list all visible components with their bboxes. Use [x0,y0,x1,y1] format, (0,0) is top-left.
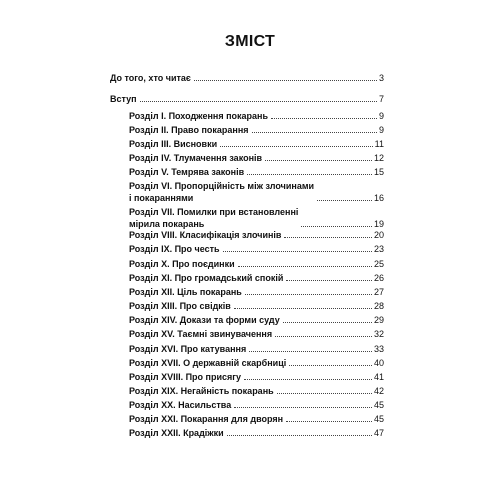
toc-entry-label: Розділ III. Висновки [129,139,218,149]
dot-leader [227,435,372,436]
dot-leader [252,132,377,133]
toc-entry-chapter-5 [129,166,384,178]
toc-entry-label: Розділ VIII. Класифікація злочинів [129,230,282,240]
dot-leader [317,200,372,201]
dot-leader [277,393,372,394]
dot-leader [271,118,377,119]
toc-entry-chapter-22 [129,427,384,439]
toc-entry-chapter-4 [129,152,384,164]
toc-entry-chapter-18 [129,371,384,383]
toc-entry-page-number: 16 [373,193,384,203]
page-title: ЗМІСТ [224,33,276,50]
toc-entry-chapter-12 [129,286,384,298]
toc-entry-chapter-6 [129,180,384,204]
dot-leader [289,365,372,366]
toc-entry-page-number: 27 [373,287,384,297]
toc-entry-page-number: 19 [373,219,384,229]
toc-entry-label: Розділ X. Про поєдинки [129,259,235,269]
toc-entry-page-number: 32 [373,329,384,339]
toc-entry-page-number: 15 [373,167,384,177]
toc-entry-page-number: 3 [378,73,384,83]
toc-entry-page-number: 45 [373,400,384,410]
toc-entry-page-number: 9 [378,125,384,135]
toc-entry-chapter-16 [129,343,384,355]
toc-entry-page-number: 25 [373,259,384,269]
toc-entry-page-number: 23 [373,244,384,254]
toc-entry-page-number: 45 [373,414,384,424]
toc-entry-page-number: 11 [374,139,384,149]
toc-entry-label: Розділ I. Походження покарань [129,111,268,121]
toc-entry-label: Розділ IX. Про честь [129,244,220,254]
dot-leader [249,351,372,352]
dot-leader [220,146,373,147]
toc-entry-page-number: 9 [378,111,384,121]
toc-entry-label: Розділ XII. Ціль покарань [129,287,242,297]
toc-entry-chapter-19 [129,385,384,397]
toc-entry-chapter-8 [129,229,384,241]
toc-entry-chapter-10 [129,258,384,270]
dot-leader [275,336,372,337]
dot-leader [284,237,372,238]
toc-entry-label: Розділ XX. Насильства [129,400,232,410]
toc-entry-page-number: 41 [373,372,384,382]
toc-entry-label: Розділ II. Право покарання [129,125,249,135]
toc-entry-chapter-11 [129,272,384,284]
toc-entry-page-number: 12 [373,153,384,163]
toc-entry-label: Розділ V. Темрява законів [129,167,245,177]
toc-entry-chapter-14 [129,314,384,326]
toc-entry-label: Розділ XIV. Докази та форми суду [129,315,280,325]
toc-entry-label: Розділ VII. Помилки при встановленні мірила покарань [129,207,299,229]
toc-entry-page-number: 7 [378,94,384,104]
toc-entry-label: Розділ XIX. Негайність покарань [129,386,274,396]
dot-leader [245,294,372,295]
toc-entry-chapter-17 [129,357,384,369]
toc-entry-chapter-3 [129,138,384,150]
toc-entry-chapter-2 [129,124,384,136]
dot-leader [247,174,372,175]
dot-leader [140,101,377,102]
toc-entry-chapter-13 [129,300,384,312]
toc-entry-label: Розділ XVI. Про катування [129,344,247,354]
toc-entry-label: Вступ [110,94,137,104]
toc-entry-chapter-21 [129,413,384,425]
toc-entry-introduction [110,93,384,105]
dot-leader [223,251,372,252]
toc-entry-page-number: 42 [373,386,384,396]
toc-entry-page-number: 26 [373,273,384,283]
toc-entry-label: Розділ XIII. Про свідків [129,301,231,311]
dot-leader [234,407,372,408]
toc-entry-label: Розділ XXII. Крадіжки [129,428,224,438]
toc-entry-label: Розділ XV. Таємні звинувачення [129,329,273,339]
dot-leader [286,280,372,281]
toc-entry-label: Розділ VI. Пропорційність між злочинами і покараннями [129,181,315,203]
dot-leader [244,379,372,380]
toc-entry-label: Розділ XI. Про громадський спокій [129,273,284,283]
toc-entry-label: До того, хто читає [110,73,191,83]
toc-entry-label: Розділ XVIII. Про присягу [129,372,242,382]
dot-leader [194,80,377,81]
dot-leader [265,160,372,161]
toc-entry-chapter-9 [129,243,384,255]
toc-entry-page-number: 29 [373,315,384,325]
toc-entry-chapter-20 [129,399,384,411]
dot-leader [234,308,372,309]
toc-entry-page-number: 28 [373,301,384,311]
toc-entry-page-number: 40 [373,358,384,368]
dot-leader [238,266,372,267]
toc-entry-label: Розділ XXI. Покарання для дворян [129,414,284,424]
toc-entry-label: Розділ XVII. О державній скарбниці [129,358,287,368]
toc-entry-label: Розділ IV. Тлумачення законів [129,153,263,163]
toc-entry-page-number: 20 [373,230,384,240]
toc-entry-preface [110,72,384,84]
dot-leader [301,226,372,227]
toc-entry-page-number: 33 [373,344,384,354]
toc-entry-chapter-7 [129,206,384,230]
toc-entry-chapter-15 [129,328,384,340]
dot-leader [286,421,372,422]
dot-leader [283,322,372,323]
toc-entry-chapter-1 [129,110,384,122]
toc-entry-page-number: 47 [373,428,384,438]
